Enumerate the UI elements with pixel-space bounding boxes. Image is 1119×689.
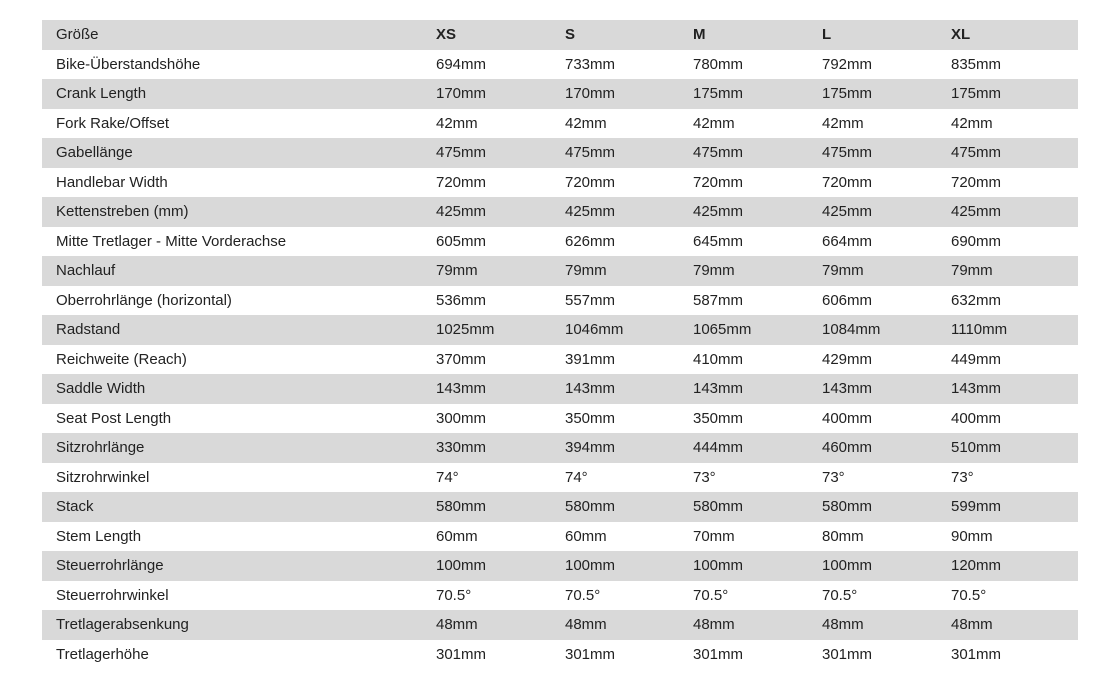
row-value-m: 79mm [693, 262, 735, 279]
row-value-l: 606mm [822, 291, 873, 309]
row-label: Radstand [56, 321, 121, 338]
row-value-l: 79mm [822, 262, 864, 279]
row-value-xs: 143mm [436, 380, 487, 397]
table-row [42, 640, 1078, 670]
row-value-xs: 1025mm [436, 321, 495, 338]
row-value-xs: 301mm [436, 645, 487, 663]
row-label: Kettenstreben (mm) [56, 203, 189, 220]
geometry-table-container [42, 20, 1078, 669]
row-label: Seat Post Length [56, 409, 172, 427]
row-value-xl: 120mm [951, 557, 1002, 574]
row-value-m: 350mm [693, 409, 744, 427]
row-value-xs: 694mm [436, 55, 487, 73]
row-value-m: 175mm [693, 85, 744, 102]
table-row [42, 227, 1078, 257]
row-value-xs: 425mm [436, 203, 487, 220]
row-value-s: 74° [565, 468, 588, 486]
row-value-s: 60mm [565, 527, 607, 545]
row-value-l: 42mm [822, 114, 864, 132]
row-value-m: 425mm [693, 203, 744, 220]
row-value-xl: 599mm [951, 498, 1002, 515]
row-value-xl: 690mm [951, 232, 1002, 250]
row-value-xs: 370mm [436, 350, 487, 368]
row-value-l: 70.5° [822, 586, 858, 604]
table-row [42, 345, 1078, 375]
row-label: Reichweite (Reach) [56, 350, 187, 368]
row-value-xl: 720mm [951, 173, 1002, 191]
row-value-l: 80mm [822, 527, 864, 545]
row-value-s: 580mm [565, 498, 616, 515]
row-value-m: 1065mm [693, 321, 752, 338]
row-value-xs: 475mm [436, 144, 487, 161]
geometry-table [42, 20, 1078, 669]
row-value-m: 73° [693, 468, 716, 486]
row-value-xs: 330mm [436, 439, 487, 456]
row-label: Tretlagerhöhe [56, 645, 149, 663]
table-body [42, 50, 1078, 670]
size-header-xs: XS [436, 26, 457, 43]
row-value-m: 70.5° [693, 586, 729, 604]
row-value-xs: 42mm [436, 114, 478, 132]
row-value-m: 48mm [693, 616, 735, 633]
row-value-s: 70.5° [565, 586, 601, 604]
size-header-xl: XL [951, 26, 971, 43]
row-value-s: 143mm [565, 380, 616, 397]
table-row [42, 109, 1078, 139]
table-row [42, 315, 1078, 345]
row-label: Steuerrohrlänge [56, 557, 164, 574]
table-row [42, 404, 1078, 434]
table-row [42, 138, 1078, 168]
table-row [42, 168, 1078, 198]
row-value-xs: 100mm [436, 557, 487, 574]
table-row [42, 286, 1078, 316]
row-value-s: 425mm [565, 203, 616, 220]
row-value-m: 143mm [693, 380, 744, 397]
row-value-s: 100mm [565, 557, 616, 574]
table-row [42, 79, 1078, 109]
table-row [42, 50, 1078, 80]
header-row [42, 20, 1078, 50]
row-value-l: 400mm [822, 409, 873, 427]
row-value-s: 394mm [565, 439, 616, 456]
row-value-s: 733mm [565, 55, 616, 73]
row-label: Oberrohrlänge (horizontal) [56, 291, 232, 309]
row-value-l: 48mm [822, 616, 864, 633]
row-value-l: 429mm [822, 350, 873, 368]
table-row [42, 463, 1078, 493]
row-value-s: 626mm [565, 232, 616, 250]
row-value-xl: 835mm [951, 55, 1002, 73]
row-value-s: 720mm [565, 173, 616, 191]
row-value-s: 170mm [565, 85, 616, 102]
table-row [42, 374, 1078, 404]
header-label: Größe [56, 26, 99, 43]
row-value-s: 1046mm [565, 321, 624, 338]
row-value-m: 475mm [693, 144, 744, 161]
row-value-xs: 70.5° [436, 586, 472, 604]
row-value-l: 1084mm [822, 321, 881, 338]
row-value-m: 410mm [693, 350, 744, 368]
row-value-xl: 510mm [951, 439, 1002, 456]
row-value-m: 444mm [693, 439, 744, 456]
row-value-xl: 48mm [951, 616, 993, 633]
row-value-xs: 300mm [436, 409, 487, 427]
row-label: Stem Length [56, 527, 142, 545]
row-value-l: 73° [822, 468, 845, 486]
table-row [42, 433, 1078, 463]
row-value-l: 460mm [822, 439, 873, 456]
row-value-xl: 175mm [951, 85, 1002, 102]
table-row [42, 492, 1078, 522]
table-row [42, 256, 1078, 286]
table-row [42, 610, 1078, 640]
row-value-l: 175mm [822, 85, 873, 102]
row-label: Bike-Überstandshöhe [56, 55, 201, 73]
row-label: Steuerrohrwinkel [56, 586, 169, 604]
row-label: Tretlagerabsenkung [56, 616, 189, 633]
row-value-xs: 60mm [436, 527, 478, 545]
row-label: Saddle Width [56, 380, 146, 397]
row-value-xl: 79mm [951, 262, 993, 279]
row-value-s: 557mm [565, 291, 616, 309]
row-label: Gabellänge [56, 144, 133, 161]
row-value-xs: 720mm [436, 173, 487, 191]
table-row [42, 551, 1078, 581]
row-value-l: 425mm [822, 203, 873, 220]
row-label: Mitte Tretlager - Mitte Vorderachse [56, 232, 287, 250]
table-row [42, 581, 1078, 611]
row-value-m: 780mm [693, 55, 744, 73]
row-value-m: 301mm [693, 645, 744, 663]
row-label: Fork Rake/Offset [56, 114, 170, 132]
row-value-s: 391mm [565, 350, 616, 368]
row-label: Nachlauf [56, 262, 116, 279]
row-value-m: 645mm [693, 232, 744, 250]
row-label: Stack [56, 498, 94, 515]
row-value-l: 580mm [822, 498, 873, 515]
row-value-xs: 74° [436, 468, 459, 486]
row-value-xl: 42mm [951, 114, 993, 132]
row-label: Crank Length [56, 85, 147, 102]
row-value-xs: 580mm [436, 498, 487, 515]
row-value-s: 475mm [565, 144, 616, 161]
size-header-s: S [565, 26, 576, 43]
row-value-xs: 48mm [436, 616, 478, 633]
row-value-xl: 475mm [951, 144, 1002, 161]
row-value-l: 475mm [822, 144, 873, 161]
row-value-m: 580mm [693, 498, 744, 515]
table-row [42, 197, 1078, 227]
size-header-l: L [822, 26, 832, 43]
row-value-s: 79mm [565, 262, 607, 279]
row-value-xl: 425mm [951, 203, 1002, 220]
size-header-m: M [693, 26, 706, 43]
row-value-s: 48mm [565, 616, 607, 633]
row-value-s: 42mm [565, 114, 607, 132]
row-value-xl: 143mm [951, 380, 1002, 397]
row-value-l: 720mm [822, 173, 873, 191]
row-value-l: 100mm [822, 557, 873, 574]
row-value-s: 301mm [565, 645, 616, 663]
row-value-l: 664mm [822, 232, 873, 250]
row-value-m: 42mm [693, 114, 735, 132]
row-label: Sitzrohrlänge [56, 439, 145, 456]
row-value-xl: 632mm [951, 291, 1002, 309]
row-value-xl: 70.5° [951, 586, 987, 604]
row-value-l: 143mm [822, 380, 873, 397]
row-value-xs: 79mm [436, 262, 478, 279]
row-value-xl: 1110mm [951, 321, 1008, 338]
row-value-xs: 170mm [436, 85, 487, 102]
row-value-xs: 536mm [436, 291, 487, 309]
row-label: Handlebar Width [56, 173, 168, 191]
row-value-m: 720mm [693, 173, 744, 191]
row-value-m: 587mm [693, 291, 744, 309]
row-value-xl: 73° [951, 468, 974, 486]
table-row [42, 522, 1078, 552]
row-value-xl: 301mm [951, 645, 1002, 663]
row-value-s: 350mm [565, 409, 616, 427]
row-value-l: 792mm [822, 55, 873, 73]
row-value-xs: 605mm [436, 232, 487, 250]
row-value-xl: 90mm [951, 527, 993, 545]
row-value-m: 70mm [693, 527, 735, 545]
row-value-xl: 449mm [951, 350, 1002, 368]
row-value-l: 301mm [822, 645, 873, 663]
row-value-m: 100mm [693, 557, 744, 574]
row-label: Sitzrohrwinkel [56, 468, 150, 486]
row-value-xl: 400mm [951, 409, 1002, 427]
